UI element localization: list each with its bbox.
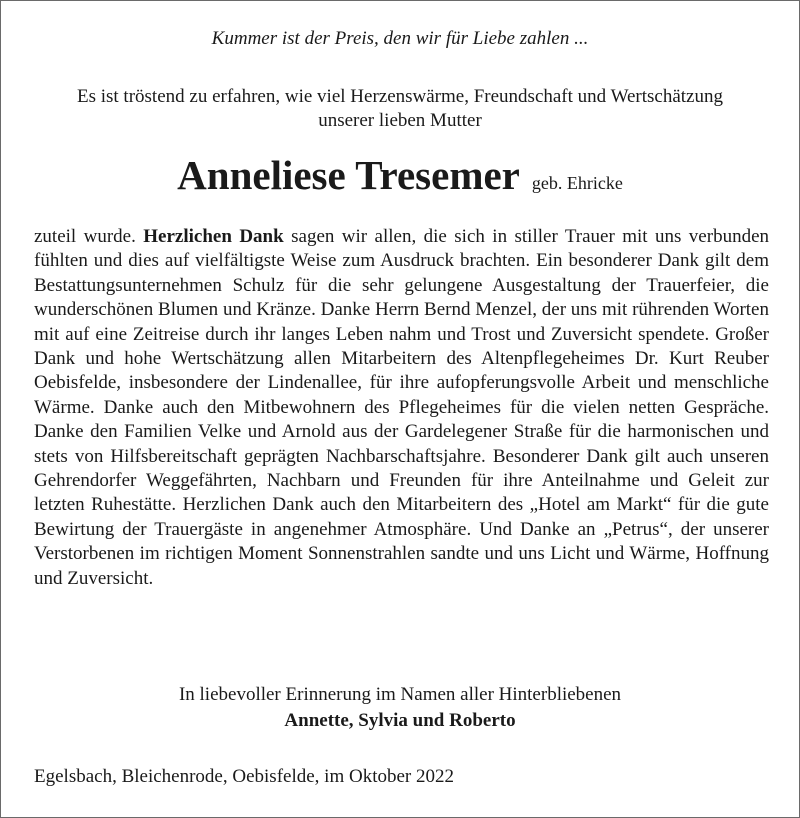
motto-quote: Kummer ist der Preis, den wir für Liebe zahlen ... <box>211 28 589 49</box>
intro-line-1: Es ist tröstend zu erfahren, wie viel Herzenswärme, Freundschaft und Wertschätzung <box>76 86 723 107</box>
place-date: Egelsbach, Bleichenrode, Oebisfelde, im Oktober 2022 <box>34 766 454 787</box>
signers-names: Annette, Sylvia und Roberto <box>284 710 516 731</box>
deceased-name: Anneliese Tresemer <box>177 152 520 198</box>
deceased-name-line <box>1 149 799 201</box>
body-highlight: Herzlichen Dank <box>143 226 284 247</box>
body-text: sagen wir allen, die sich in stiller Trauer mit uns verbunden fühlten und dies auf vielfältigste Weise zum Ausdruck brachten. Ein besonderer Dank gilt dem Bestattungsunternehmen Schulz für die sehr gelungene Ausgestaltung der Trauerfeier, die wunderschönen Blumen und Kränze. Danke Herrn Bernd Menzel, der uns mit rührenden Worten mit auf eine Zeitreise durch ihr langes Leben nahm und Trost und Zuversicht spendete. Großer Dank und hohe Wertschätzung allen Mitarbeitern des Altenpflegeheimes Dr. Kurt Reuber Oebisfelde, insbesondere der Lindenallee, für ihre aufopferungsvolle Arbeit und menschliche Wärme. Danke auch den Mitbewohnern des Pflegeheimes für die vielen netten Gespräche. Danke den Familien Velke und Arnold aus der Gardelegener Straße für die harmonischen und stets von Hilfsbereitschaft geprägten Nachbarschaftsjahre. Besonderer Dank gilt auch unseren Gehrendorfer Weggefährten, Nachbarn und Freunden für ihre Anteilnahme und Geleit zur letzten Ruhestätte. Herzlichen Dank auch den Mitarbeitern des „Hotel am Markt“ für die gute Bewirtung der Trauergäste in angenehmer Atmosphäre. Und Danke an „Petrus“, der unserer Verstorbenen im richtigen Moment Sonnenstrahlen sandte und uns Licht und Wärme, Hoffnung und Zuversicht. <box>34 226 769 589</box>
maiden-name: geb. Ehricke <box>531 173 623 193</box>
thanks-body <box>34 225 769 591</box>
intro-text <box>21 85 779 133</box>
intro-line-2: unserer lieben Mutter <box>318 110 482 131</box>
body-lead: zuteil wurde. <box>34 226 136 247</box>
signoff-line: In liebevoller Erinnerung im Namen aller Hinterbliebenen <box>178 684 622 705</box>
